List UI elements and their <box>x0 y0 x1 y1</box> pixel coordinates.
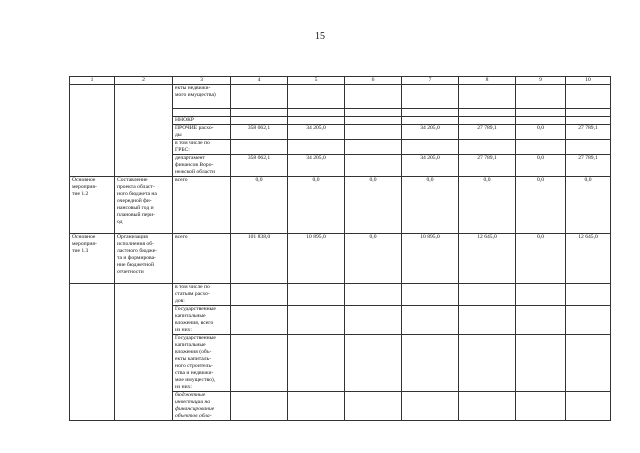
measure-name: Организация исполнения об- ластного бюдже- та и формирова- ние бюджетной отчетности <box>115 234 173 284</box>
value-cell: 0,0 <box>459 177 516 234</box>
empty-cell <box>402 117 459 125</box>
empty-cell <box>402 109 459 117</box>
header-cell: 8 <box>459 77 516 85</box>
header-cell: 3 <box>173 77 231 85</box>
table-row <box>70 284 611 306</box>
measure-name: Составление проекта област- ного бюджета на очередной фи- нансовый год и плановый пери- од <box>115 177 173 234</box>
empty-cell <box>566 284 611 306</box>
row-label: в том числе по ГРБС: <box>173 140 231 155</box>
value-cell: 27 789,1 <box>459 155 516 177</box>
empty-cell <box>231 117 288 125</box>
row-label: Государственные капитальные вложения, всего из них: <box>173 306 231 335</box>
empty-cell <box>402 140 459 155</box>
empty-cell <box>402 392 459 421</box>
empty-cell <box>566 306 611 335</box>
empty-cell <box>459 284 516 306</box>
empty-cell <box>231 392 288 421</box>
empty-cell <box>402 306 459 335</box>
value-cell <box>345 125 402 140</box>
empty-cell <box>231 109 288 117</box>
value-cell: 0,0 <box>231 177 288 234</box>
empty-cell <box>231 140 288 155</box>
value-cell: 34 205,0 <box>402 125 459 140</box>
value-cell: 34 205,0 <box>288 125 345 140</box>
empty-cell <box>516 117 566 125</box>
value-cell: 27 789,1 <box>566 125 611 140</box>
empty-cell <box>459 392 516 421</box>
empty-cell <box>70 85 115 177</box>
empty-cell <box>288 306 345 335</box>
empty-cell <box>288 284 345 306</box>
value-cell: 358 062,1 <box>231 125 288 140</box>
value-cell: 10 895,0 <box>288 234 345 284</box>
empty-cell <box>516 392 566 421</box>
table-row <box>70 85 611 109</box>
empty-cell <box>288 392 345 421</box>
header-row <box>70 77 611 85</box>
header-cell: 1 <box>70 77 115 85</box>
value-cell: 34 205,0 <box>288 155 345 177</box>
value-cell: 358 062,1 <box>231 155 288 177</box>
empty-cell <box>516 284 566 306</box>
header-cell: 4 <box>231 77 288 85</box>
empty-cell <box>115 284 173 421</box>
header-cell: 10 <box>566 77 611 85</box>
header-cell: 9 <box>516 77 566 85</box>
value-cell: 0,0 <box>402 177 459 234</box>
value-cell: 12 645,0 <box>566 234 611 284</box>
table-row <box>70 234 611 284</box>
empty-cell <box>345 140 402 155</box>
empty-cell <box>459 140 516 155</box>
measure-type: Основное мероприя- тие 1.2 <box>70 177 115 234</box>
empty-cell <box>231 85 288 109</box>
empty-cell <box>231 284 288 306</box>
value-cell <box>345 155 402 177</box>
page-number: 15 <box>315 31 325 42</box>
value-cell: 12 645,0 <box>459 234 516 284</box>
header-cell: 2 <box>115 77 173 85</box>
empty-cell <box>402 85 459 109</box>
empty-cell <box>566 117 611 125</box>
value-cell: 0,0 <box>288 177 345 234</box>
row-label: в том числе по статьям расхо- дов: <box>173 284 231 306</box>
empty-cell <box>345 109 402 117</box>
row-label: ПРОЧИЕ расхо- ды <box>173 125 231 140</box>
empty-cell <box>231 306 288 335</box>
value-cell: 0,0 <box>345 234 402 284</box>
empty-cell <box>459 335 516 392</box>
value-cell: 27 789,1 <box>459 125 516 140</box>
empty-cell <box>566 392 611 421</box>
empty-cell <box>516 85 566 109</box>
empty-cell <box>516 140 566 155</box>
value-cell: 0,0 <box>516 155 566 177</box>
measure-type: Основное мероприя- тие 1.3 <box>70 234 115 284</box>
header-cell: 5 <box>288 77 345 85</box>
empty-cell <box>516 306 566 335</box>
continuation-label: екты недвижи- мого имущества) <box>173 85 231 109</box>
header-cell: 6 <box>345 77 402 85</box>
header-cell: 7 <box>402 77 459 85</box>
empty-cell <box>566 140 611 155</box>
row-label: ННОКР <box>173 117 231 125</box>
empty-cell <box>459 85 516 109</box>
value-cell: 0,0 <box>516 177 566 234</box>
value-cell: 0,0 <box>566 177 611 234</box>
empty-cell <box>345 117 402 125</box>
budget-table <box>69 76 611 421</box>
empty-cell <box>402 335 459 392</box>
empty-cell <box>516 335 566 392</box>
table-row <box>70 177 611 234</box>
empty-cell <box>173 109 231 117</box>
empty-cell <box>345 335 402 392</box>
empty-cell <box>345 392 402 421</box>
empty-cell <box>288 109 345 117</box>
value-cell: 0,0 <box>345 177 402 234</box>
row-label: департамент финансов Воро- нежской области <box>173 155 231 177</box>
empty-cell <box>459 109 516 117</box>
empty-cell <box>288 85 345 109</box>
empty-cell <box>345 284 402 306</box>
empty-cell <box>566 109 611 117</box>
empty-cell <box>566 85 611 109</box>
empty-cell <box>115 85 173 177</box>
empty-cell <box>566 335 611 392</box>
empty-cell <box>288 117 345 125</box>
row-label: всего <box>173 177 231 234</box>
empty-cell <box>459 117 516 125</box>
value-cell: 27 789,1 <box>566 155 611 177</box>
empty-cell <box>70 284 115 421</box>
value-cell: 34 205,0 <box>402 155 459 177</box>
empty-cell <box>459 306 516 335</box>
value-cell: 101 838,0 <box>231 234 288 284</box>
row-label: Государственные капитальные вложения (объ- екты капиталь- ного строитель- ства и недвижи- мое имущество), из них: <box>173 335 231 392</box>
row-label: всего <box>173 234 231 284</box>
row-label: бюджетные инвестиции на финансирование объектов обла- <box>173 392 231 421</box>
empty-cell <box>345 306 402 335</box>
empty-cell <box>288 335 345 392</box>
empty-cell <box>402 284 459 306</box>
empty-cell <box>345 85 402 109</box>
empty-cell <box>288 140 345 155</box>
value-cell: 0,0 <box>516 125 566 140</box>
value-cell: 0,0 <box>516 234 566 284</box>
value-cell: 10 895,0 <box>402 234 459 284</box>
empty-cell <box>516 109 566 117</box>
empty-cell <box>231 335 288 392</box>
